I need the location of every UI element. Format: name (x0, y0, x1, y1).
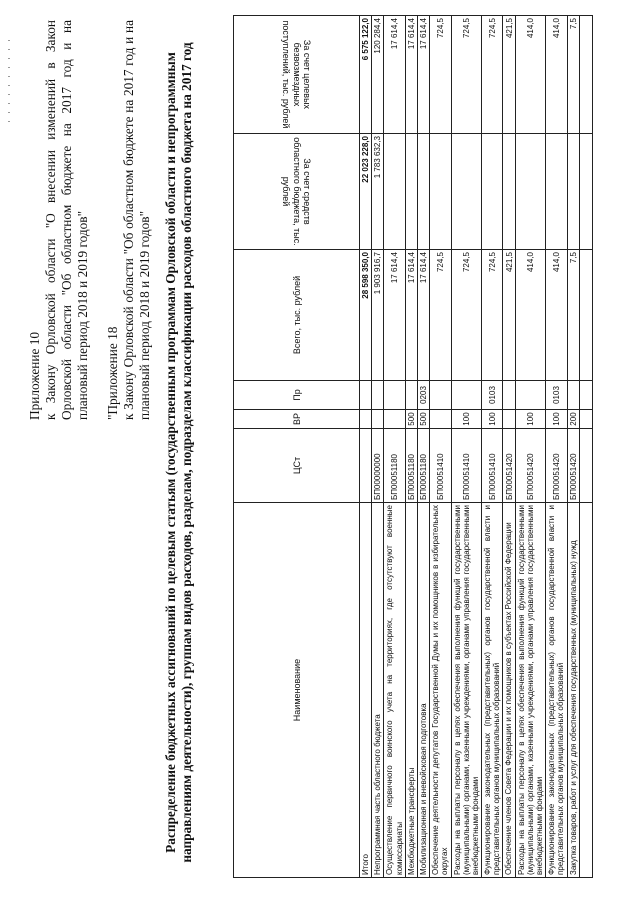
cell-total: 421,5 (503, 250, 515, 381)
table-row (503, 16, 515, 878)
table-row (482, 16, 503, 878)
appendix-line-3: "Приложение 18 (104, 326, 120, 420)
cell-pr: 0103 (482, 381, 503, 410)
cell-total: 28 598 350,0 (360, 250, 372, 381)
cell-regional (567, 134, 579, 250)
cell-total: 414,0 (515, 250, 546, 381)
cell-cst: БП00051420 (567, 429, 579, 503)
cell-name: Непрограммная часть областного бюджета (372, 503, 384, 878)
cell-pr (405, 381, 417, 410)
cell-name: Мобилизационная и вневойсковая подготовка (417, 503, 429, 878)
cell-total: 17 614,4 (384, 250, 405, 381)
cell-targeted: 120 284,4 (372, 16, 384, 134)
cell-pr (384, 381, 405, 410)
header-targeted-label: За счет целевых безвозмездных поступлений, тыс. рублей (281, 20, 313, 129)
cell-regional (417, 134, 429, 250)
cell-regional: 1 783 632,3 (372, 134, 384, 250)
cell-total: 724,5 (430, 250, 451, 381)
cell-cst: БП00051180 (405, 429, 417, 503)
cell-cst: БП00051420 (503, 429, 515, 503)
cell-cst: БП00051180 (417, 429, 429, 503)
cell-name: Функционирование законодательных (представительных) органов государственной власти и представительных органов муниципальных образований (546, 503, 567, 878)
cell-regional (503, 134, 515, 250)
cell-targeted: 421,5 (503, 16, 515, 134)
cell-total: 1 903 916,7 (372, 250, 384, 381)
cell-regional (384, 134, 405, 250)
cell-pr: 0203 (417, 381, 429, 410)
cell-vr (384, 410, 405, 429)
cell-total: 414,0 (546, 250, 567, 381)
cell-pr (567, 381, 579, 410)
header-vr: ВР (234, 410, 360, 429)
cell-regional (405, 134, 417, 250)
cell-name: Закупка товаров, работ и услуг для обеспечения государственных (муниципальных) нужд (567, 503, 579, 878)
cell-vr (430, 410, 451, 429)
cell-total: 7,5 (567, 250, 579, 381)
cell-cst: БП00051420 (515, 429, 546, 503)
cell-total: 724,5 (451, 250, 482, 381)
cell-targeted: 414,0 (515, 16, 546, 134)
table-row (567, 16, 579, 878)
cell-name: Функционирование законодательных (представительных) органов государственной власти и представительных органов муниципальных образований (482, 503, 503, 878)
cell-pr (372, 381, 384, 410)
table-row (546, 16, 567, 878)
cell-name: Осуществление первичного воинского учета на территориях, где отсутствуют военные комиссариаты (384, 503, 405, 878)
cell-cst (360, 429, 372, 503)
cell-cst: БП00051410 (430, 429, 451, 503)
cell-vr (372, 410, 384, 429)
cell-cst: БП00000000 (372, 429, 384, 503)
cell-regional (451, 134, 482, 250)
header-total-label: Всего, тыс. рублей (291, 275, 302, 355)
header-targeted (234, 16, 360, 134)
cell-pr: 0103 (546, 381, 567, 410)
cell-name: Итого (360, 503, 372, 878)
appendix-block (27, 20, 153, 420)
cell-targeted: 17 614,4 (417, 16, 429, 134)
header-total (234, 250, 360, 381)
cell-regional (546, 134, 567, 250)
cell-name: Обеспечение членов Совета Федерации и их помощников в субъектах Российской Федерации (503, 503, 515, 878)
header-cst: ЦСт (234, 429, 360, 503)
cell-name: Расходы на выплаты персоналу в целях обеспечения выполнения функций государственными (муниципальными) органами, казенными учреждениями, органами управления государственными внебюджетными фондами (451, 503, 482, 878)
cell-vr: 100 (515, 410, 546, 429)
cell-pr (360, 381, 372, 410)
table-row-cut (579, 16, 592, 878)
header-name: Наименование (234, 503, 360, 878)
cell-vr (360, 410, 372, 429)
table-row (360, 16, 372, 878)
cell-targeted: 414,0 (546, 16, 567, 134)
budget-table (233, 15, 593, 878)
cell-cst: БП00051180 (384, 429, 405, 503)
cell-vr (503, 410, 515, 429)
table-row (372, 16, 384, 878)
cell-total: 17 614,4 (405, 250, 417, 381)
cell-name: Межбюджетные трансферты (405, 503, 417, 878)
table-header-row (234, 16, 360, 878)
appendix-line-4: к Закону Орловской области "Об областном бюджете на 2017 год и на плановый период 2018 и 2019 годов" (120, 20, 152, 420)
cell-pr (515, 381, 546, 410)
cell-vr: 200 (567, 410, 579, 429)
cell-vr: 100 (482, 410, 503, 429)
cell-regional (430, 134, 451, 250)
cell-cst: БП00051410 (482, 429, 503, 503)
cell-cst: БП00051410 (451, 429, 482, 503)
header-pr: Пр (234, 381, 360, 410)
cell-targeted: 724,5 (451, 16, 482, 134)
appendix-line-1: Приложение 10 (27, 332, 42, 420)
cell-targeted: 17 614,4 (384, 16, 405, 134)
cell-targeted: 6 575 122,0 (360, 16, 372, 134)
header-regional-label: За счет средств областного бюджета, тыс. рублей (281, 137, 313, 246)
cell-vr: 500 (417, 410, 429, 429)
cell-name: Расходы на выплаты персоналу в целях обеспечения выполнения функций государственными (муниципальными) органами, казенными учреждениями, органами управления государственными внебюджетными фондами (515, 503, 546, 878)
cell-total: 17 614,4 (417, 250, 429, 381)
cell-vr: 100 (451, 410, 482, 429)
cell-pr (503, 381, 515, 410)
table-row (417, 16, 429, 878)
cell-targeted: 724,5 (430, 16, 451, 134)
appendix-line-2: к Закону Орловской области "О внесении изменений в Закон Орловской области "Об областном бюджете на 2017 год и на плановый период 2018 и 2019 годов" (42, 20, 90, 420)
cell-targeted: 724,5 (482, 16, 503, 134)
cell-vr: 100 (546, 410, 567, 429)
cell-vr: 500 (405, 410, 417, 429)
table-row (405, 16, 417, 878)
cell-pr (451, 381, 482, 410)
table-row (384, 16, 405, 878)
cell-targeted: 7,5 (567, 16, 579, 134)
cell-cst: БП00051420 (546, 429, 567, 503)
table-row (451, 16, 482, 878)
cell-total: 724,5 (482, 250, 503, 381)
cell-targeted: 17 614,4 (405, 16, 417, 134)
document-title: Распределение бюджетных ассигнований по целевым статьям (государственным программам Орловской области и непрограммным направлениям деятельности), группам видов расходов, разделам, подразделам классификации расходов областного бюджета на 2017 год (163, 42, 194, 863)
cell-pr (430, 381, 451, 410)
cell-regional: 22 023 228,0 (360, 134, 372, 250)
cell-name: Обеспечение деятельности депутатов Государственной Думы и их помощников в избирательных округах (430, 503, 451, 878)
header-regional (234, 134, 360, 250)
cell-regional (515, 134, 546, 250)
table-row (430, 16, 451, 878)
cell-regional (482, 134, 503, 250)
table-row (515, 16, 546, 878)
